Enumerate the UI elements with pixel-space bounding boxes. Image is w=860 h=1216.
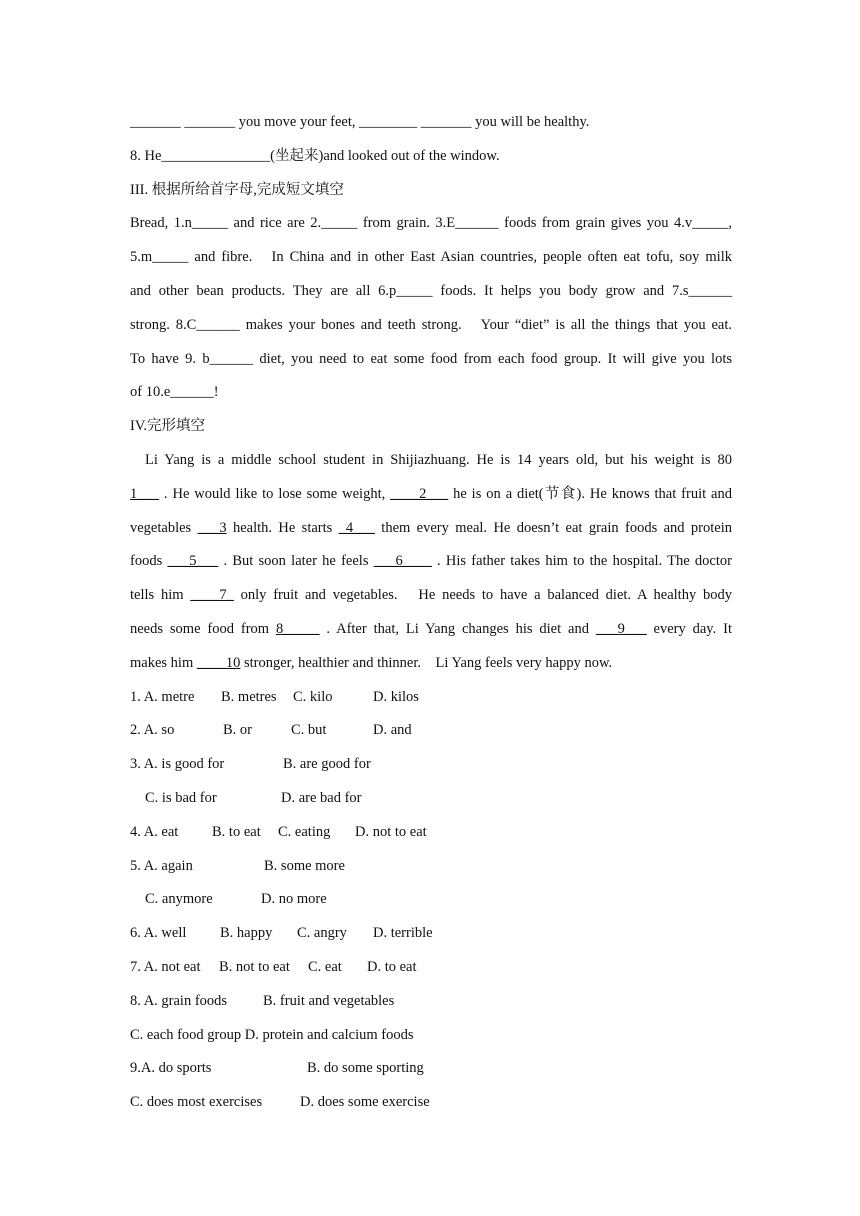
blank-3: ___3 [197, 519, 227, 536]
cloze-text: . But soon later he feels [218, 553, 374, 570]
cloze-text: stronger, healthier and thinner. Li Yang feels very happy now. [240, 654, 613, 671]
options-q5 [130, 885, 732, 919]
section-4-heading: IV.完形填空 [130, 418, 206, 435]
option: D. to eat [367, 958, 417, 975]
option: 1. A. metre [130, 688, 195, 705]
cloze-passage-line [130, 547, 732, 581]
cloze-passage-line [130, 480, 732, 514]
cloze-text: only fruit and vegetables. He needs to have a balanced diet. A healthy body [233, 587, 732, 604]
question-8-line: 8. He_______________(坐起来)and looked out of the window. [130, 147, 500, 164]
option: 4. A. eat [130, 823, 179, 840]
options-q9 [130, 1054, 732, 1088]
passage-3-line: strong. 8.C______ makes your bones and teeth strong. Your “diet” is all the things that you eat. [130, 316, 732, 333]
cloze-text: tells him [130, 587, 191, 604]
cloze-text: health. He starts [226, 519, 339, 536]
options-q8: C. each food group D. protein and calcium foods [130, 1026, 414, 1043]
options-q9 [130, 1088, 732, 1122]
option: 7. A. not eat [130, 958, 201, 975]
cloze-text: foods [130, 553, 168, 570]
blank-10: ____10 [196, 654, 241, 671]
cloze-text: he is on a diet(节食). He knows that fruit and [448, 485, 732, 502]
option: 5. A. again [130, 857, 193, 874]
option: C. does most exercises [130, 1094, 263, 1111]
blank-4: _4___ [338, 519, 375, 536]
option: 9.A. do sports [130, 1060, 212, 1077]
option: B. happy [220, 925, 273, 942]
option: B. some more [264, 857, 345, 874]
option: D. does some exercise [300, 1094, 430, 1111]
blank-5: ___5___ [167, 553, 219, 570]
option: B. do some sporting [307, 1060, 424, 1077]
option: C. kilo [293, 688, 333, 705]
section-3-heading: III. 根据所给首字母,完成短文填空 [130, 181, 344, 198]
cloze-passage-line: Li Yang is a middle school student in Shijiazhuang. He is 14 years old, but his weight is 80 [145, 451, 732, 468]
option: C. but [291, 722, 327, 739]
cloze-text: . He would like to lose some weight, [159, 485, 391, 502]
option: B. not to eat [219, 958, 290, 975]
blank-6: ___6____ [373, 553, 432, 570]
cloze-passage-line [130, 649, 732, 683]
options-q8 [130, 987, 732, 1021]
cloze-passage-line [130, 514, 732, 548]
options-q3 [130, 750, 732, 784]
cloze-passage-line [130, 581, 732, 615]
cloze-text: makes him [130, 654, 197, 671]
option: 2. A. so [130, 722, 175, 739]
passage-3-line: To have 9. b______ diet, you need to eat some food from each food group. It will give you lots [130, 350, 732, 367]
cloze-text: them every meal. He doesn’t eat grain foods and protein [374, 519, 732, 536]
cloze-text: every day. It [646, 620, 732, 637]
cloze-text: needs some food from [130, 620, 276, 637]
options-q2 [130, 716, 732, 750]
options-q5 [130, 852, 732, 886]
option: B. fruit and vegetables [263, 992, 395, 1009]
blank-9: ___9___ [595, 620, 647, 637]
option: D. terrible [373, 925, 433, 942]
passage-3-line: 5.m_____ and fibre. In China and in other East Asian countries, people often eat tofu, soy milk [130, 249, 732, 266]
option: C. is bad for [145, 789, 217, 806]
cloze-passage-line [130, 615, 732, 649]
option: C. angry [297, 925, 347, 942]
blank-7: ____7_ [190, 587, 234, 604]
cloze-text: . After that, Li Yang changes his diet and [319, 620, 596, 637]
option: D. not to eat [355, 823, 427, 840]
passage-3-line: and other bean products. They are all 6.p_____ foods. It helps you body grow and 7.s______ [130, 282, 732, 299]
passage-3-line: Bread, 1.n_____ and rice are 2._____ from grain. 3.E______ foods from grain gives you 4.v_____, [130, 215, 732, 232]
options-q7 [130, 953, 732, 987]
option: D. no more [261, 891, 327, 908]
option: B. to eat [212, 823, 261, 840]
document-page [130, 108, 732, 1122]
passage-3-line: of 10.e______! [130, 384, 219, 401]
option: D. kilos [373, 688, 419, 705]
option: D. and [373, 722, 412, 739]
cloze-text: vegetables [130, 519, 198, 536]
blank-8: 8_____ [275, 620, 320, 637]
option: 3. A. is good for [130, 756, 225, 773]
option: 6. A. well [130, 925, 187, 942]
option: C. eating [278, 823, 331, 840]
options-q3 [130, 784, 732, 818]
options-q4 [130, 818, 732, 852]
option: C. anymore [145, 891, 213, 908]
question-7-line: _______ _______ you move your feet, ________ _______ you will be healthy. [130, 114, 590, 130]
option: B. or [223, 722, 252, 739]
options-q1 [130, 683, 732, 717]
option: 8. A. grain foods [130, 992, 228, 1009]
option: B. are good for [283, 756, 371, 773]
options-q6 [130, 919, 732, 953]
cloze-text: . His father takes him to the hospital. The doctor [431, 553, 732, 570]
option: C. eat [308, 958, 342, 975]
option: D. are bad for [281, 789, 362, 806]
blank-1: 1___ [130, 485, 159, 502]
option: B. metres [221, 688, 277, 705]
blank-2: ____2___ [390, 485, 449, 502]
